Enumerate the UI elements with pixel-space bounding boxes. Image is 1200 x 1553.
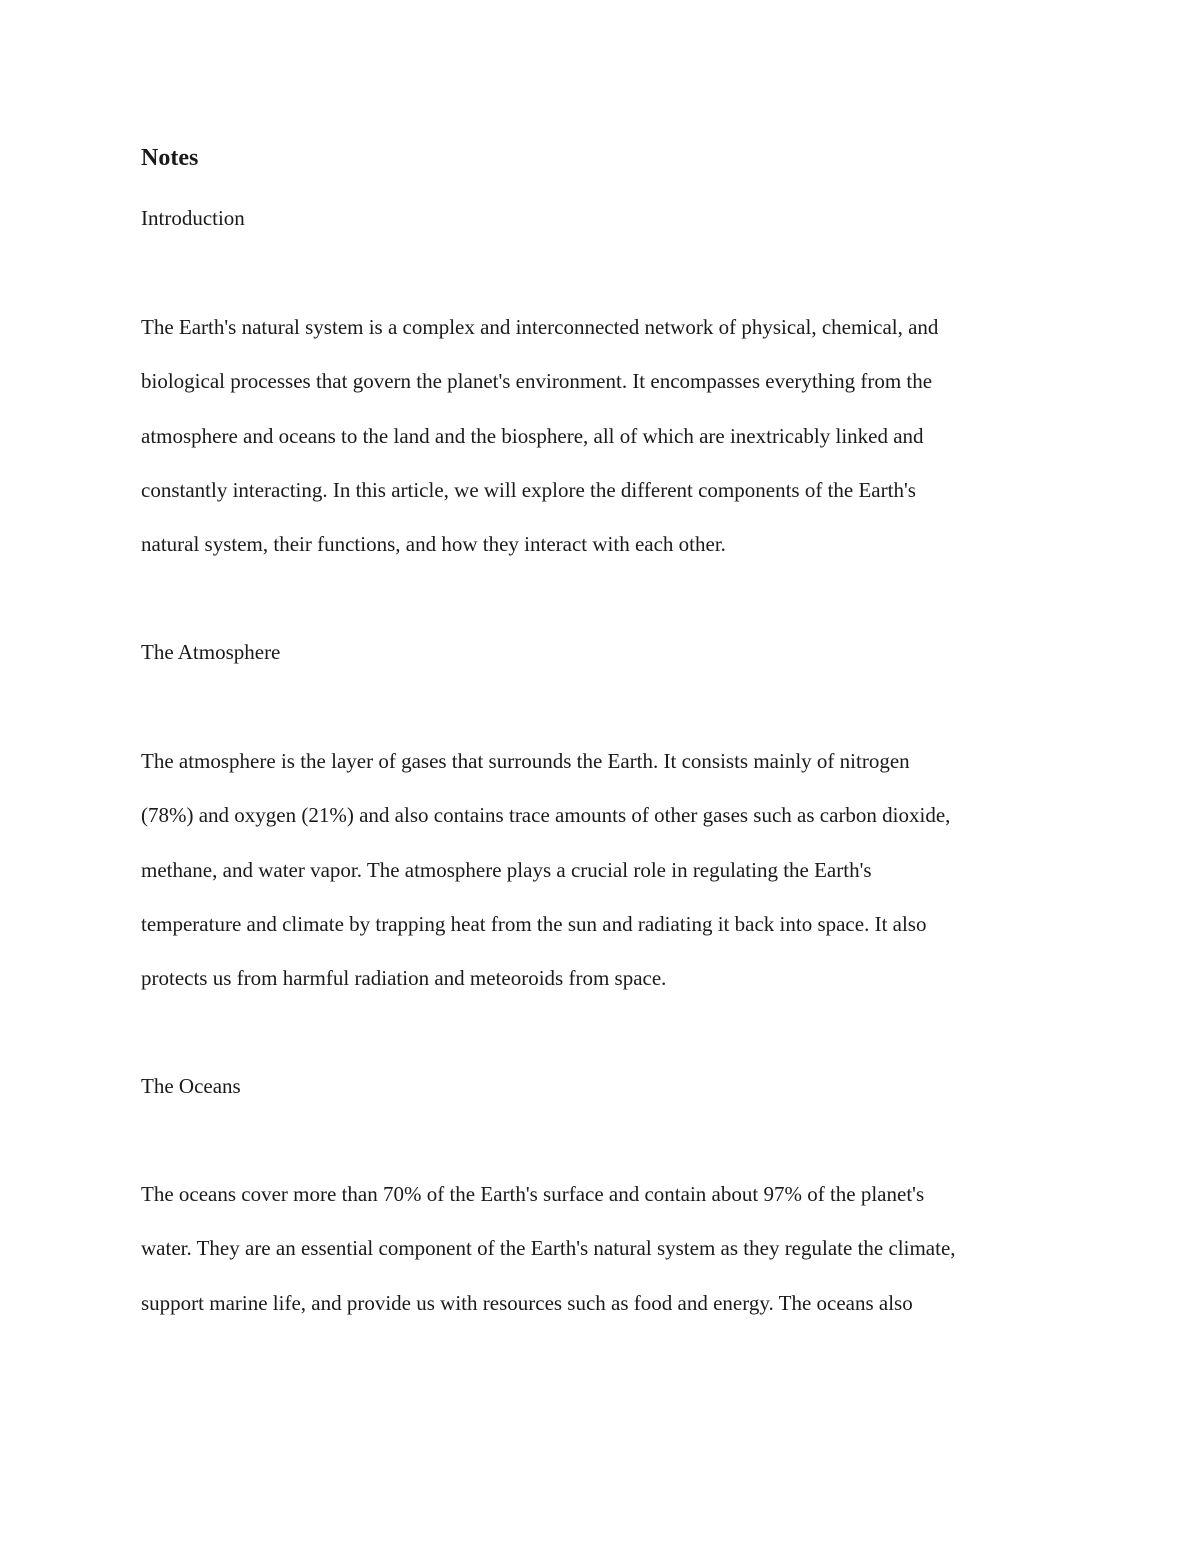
paragraph-line: The atmosphere is the layer of gases that surrounds the Earth. It consists mainly of nitrogen [141,749,910,773]
paragraph-oceans [141,1178,1071,1341]
paragraph-introduction [141,311,1071,582]
paragraph-line: The Earth's natural system is a complex and interconnected network of physical, chemical, and [141,315,939,339]
paragraph-line: atmosphere and oceans to the land and the biosphere, all of which are inextricably linked and [141,423,924,448]
section-heading-oceans: The Oceans [141,1074,241,1098]
paragraph-line: The oceans cover more than 70% of the Earth's surface and contain about 97% of the planet's [141,1182,925,1206]
paragraph-line: temperature and climate by trapping heat from the sun and radiating it back into space. It also [141,911,927,936]
paragraph-line: biological processes that govern the planet's environment. It encompasses everything from the [141,369,933,394]
paragraph-line: support marine life, and provide us with resources such as food and energy. The oceans also [141,1290,913,1315]
section-heading-atmosphere: The Atmosphere [141,640,281,664]
paragraph-line: water. They are an essential component of the Earth's natural system as they regulate the climate, [141,1236,956,1261]
paragraph-line: (78%) and oxygen (21%) and also contains trace amounts of other gases such as carbon dioxide, [141,803,951,828]
document-title: Notes [141,145,199,171]
paragraph-line: natural system, their functions, and how they interact with each other. [141,532,726,557]
paragraph-line: methane, and water vapor. The atmosphere plays a crucial role in regulating the Earth's [141,857,872,882]
paragraph-line: protects us from harmful radiation and meteoroids from space. [141,966,667,991]
paragraph-line: constantly interacting. In this article, we will explore the different components of the Earth's [141,477,916,502]
paragraph-atmosphere [141,745,1071,1016]
section-heading-introduction: Introduction [141,206,245,230]
